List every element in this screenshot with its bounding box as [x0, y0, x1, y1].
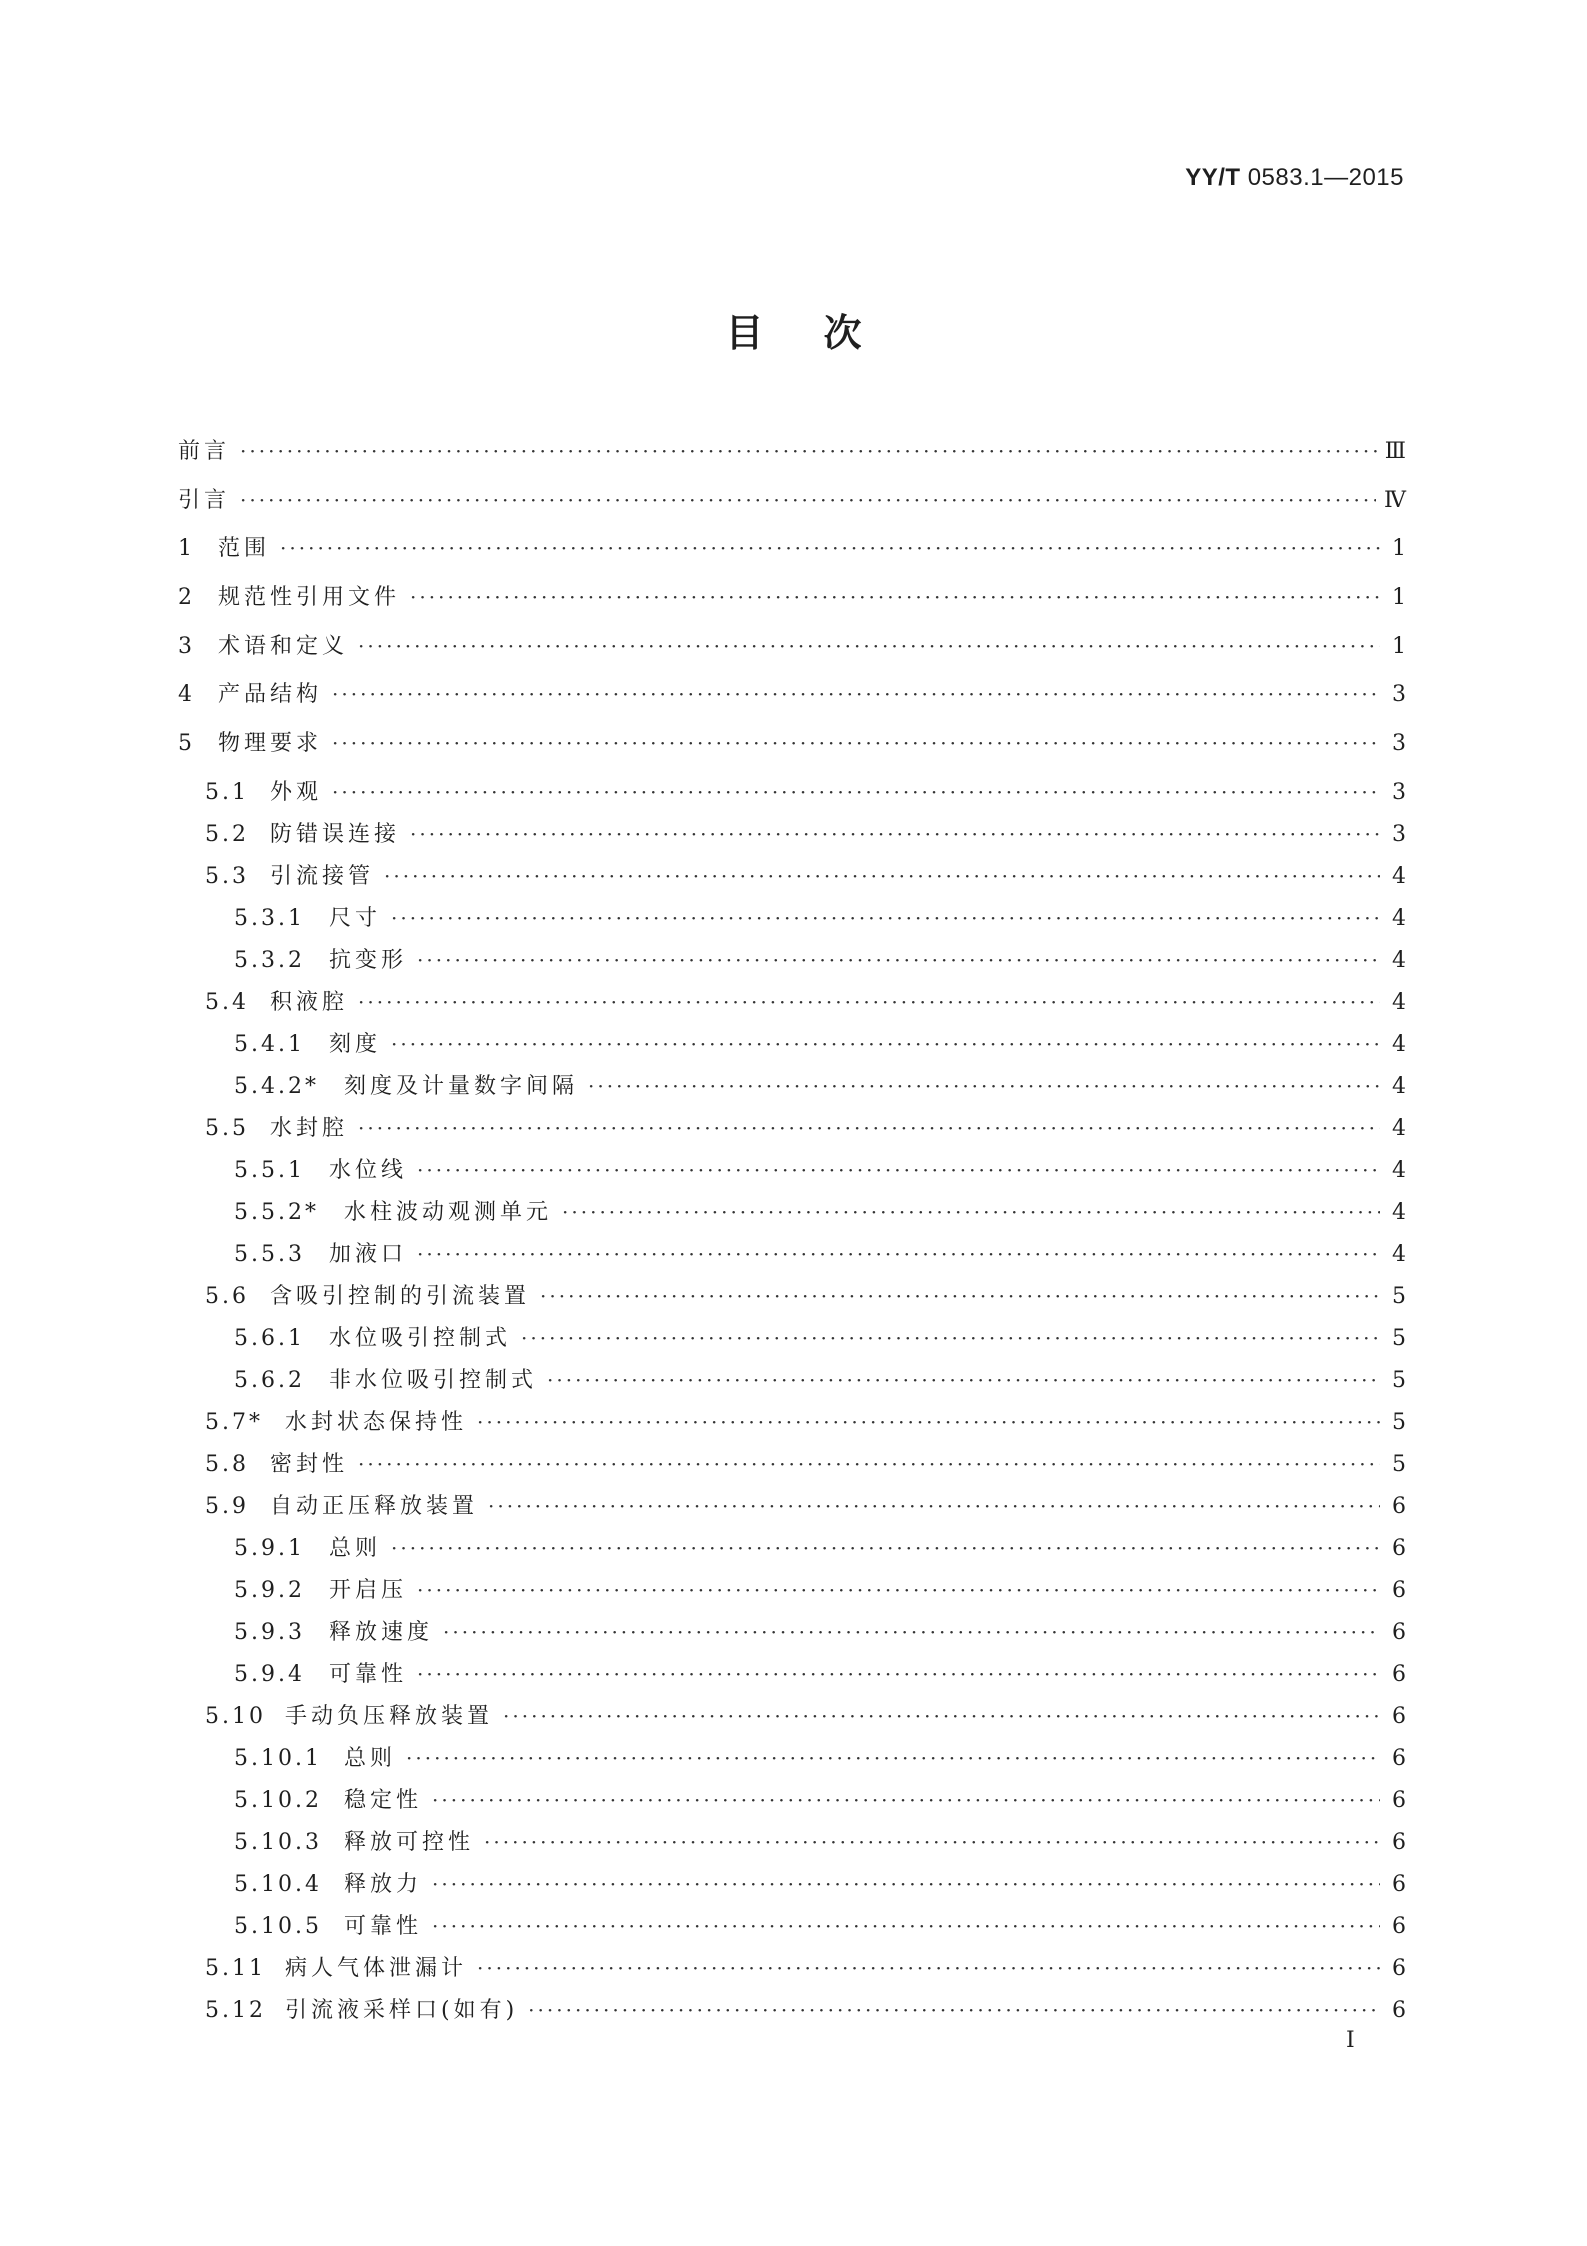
toc-dot-leader — [477, 1956, 1380, 1980]
toc-entry[interactable] — [178, 1615, 1406, 1657]
toc-entry[interactable] — [178, 629, 1406, 678]
toc-entry[interactable] — [178, 1027, 1406, 1069]
toc-dot-leader — [417, 948, 1380, 972]
toc-dot-leader — [410, 822, 1380, 846]
toc-entry-number: 5.9.2 — [234, 1577, 305, 1603]
toc-dot-leader — [477, 1410, 1380, 1434]
toc-entry[interactable] — [178, 1111, 1406, 1153]
toc-entry-number: 5.10.5 — [234, 1913, 322, 1939]
toc-entry-page: 3 — [1392, 779, 1406, 805]
toc-entry-page: 1 — [1392, 633, 1406, 659]
toc-entry-number: 5.4.1 — [234, 1031, 305, 1057]
toc-entry[interactable] — [178, 677, 1406, 726]
toc-entry-number: 5.10.3 — [234, 1829, 322, 1855]
toc-entry-number: 5.3.2 — [234, 947, 305, 973]
toc-entry-number: 5.5 — [205, 1115, 249, 1141]
page-number: I — [1346, 2028, 1355, 2053]
toc-entry-number: 5.9 — [205, 1493, 249, 1519]
toc-entry[interactable] — [178, 1405, 1406, 1447]
toc-entry-page: 6 — [1392, 1787, 1406, 1813]
toc-entry-page: 6 — [1392, 1703, 1406, 1729]
toc-entry-title: 稳定性 — [344, 1787, 423, 1813]
toc-entry-number: 5.2 — [205, 821, 249, 847]
toc-entry-title: 非水位吸引控制式 — [329, 1367, 538, 1393]
toc-entry-title: 引流接管 — [270, 863, 375, 889]
toc-entry-page: 5 — [1392, 1325, 1406, 1351]
toc-entry-page: 4 — [1392, 1073, 1406, 1099]
toc-dot-leader — [588, 1074, 1380, 1098]
toc-entry[interactable] — [178, 434, 1406, 483]
toc-entry-number: 5 — [178, 731, 195, 757]
toc-entry-title: 防错误连接 — [270, 821, 401, 847]
toc-entry[interactable] — [178, 1237, 1406, 1279]
toc-entry-number: 5.7* — [205, 1409, 263, 1435]
toc-entry[interactable] — [178, 1741, 1406, 1783]
toc-entry-number: 1 — [178, 536, 195, 562]
toc-entry-number: 5.1 — [205, 779, 249, 805]
toc-entry[interactable] — [178, 1993, 1406, 2035]
toc-entry-title: 前言 — [178, 439, 231, 464]
toc-entry-page: 5 — [1392, 1451, 1406, 1477]
toc-entry-title: 含吸引控制的引流装置 — [270, 1283, 531, 1309]
toc-entry-title: 范围 — [218, 536, 271, 562]
toc-entry-page: 3 — [1392, 731, 1406, 757]
toc-entry-title: 积液腔 — [270, 989, 349, 1015]
toc-entry-title: 引流液采样口(如有) — [285, 1997, 519, 2023]
toc-dot-leader — [391, 1032, 1380, 1056]
toc-entry[interactable] — [178, 531, 1406, 580]
toc-entry-title: 释放速度 — [329, 1619, 434, 1645]
toc-entry-number: 5.9.1 — [234, 1535, 305, 1561]
toc-entry-number: 5.5.2* — [234, 1199, 319, 1225]
toc-entry-number: 5.3.1 — [234, 905, 305, 931]
toc-entry-page: Ⅲ — [1384, 439, 1406, 464]
toc-entry[interactable] — [178, 1825, 1406, 1867]
toc-entry-page: 5 — [1392, 1367, 1406, 1393]
toc-entry-page: 6 — [1392, 1535, 1406, 1561]
toc-entry[interactable] — [178, 1531, 1406, 1573]
toc-entry[interactable] — [178, 726, 1406, 775]
toc-entry-title: 开启压 — [329, 1577, 408, 1603]
toc-entry[interactable] — [178, 1573, 1406, 1615]
toc-entry[interactable] — [178, 1279, 1406, 1321]
toc-entry-number: 5.12 — [205, 1997, 266, 2023]
toc-entry-page: 4 — [1392, 1199, 1406, 1225]
toc-entry[interactable] — [178, 1447, 1406, 1489]
toc-entry[interactable] — [178, 1783, 1406, 1825]
toc-entry-number: 4 — [178, 682, 195, 708]
toc-dot-leader — [391, 906, 1380, 930]
toc-entry-title: 产品结构 — [218, 682, 323, 708]
toc-entry-number: 5.6 — [205, 1283, 249, 1309]
toc-entry-title: 水位线 — [329, 1157, 408, 1183]
toc-dot-leader — [417, 1158, 1380, 1182]
toc-entry-title: 加液口 — [329, 1241, 408, 1267]
toc-entry[interactable] — [178, 985, 1406, 1027]
table-of-contents — [178, 434, 1406, 2035]
toc-entry-number: 5.10.2 — [234, 1787, 322, 1813]
toc-dot-leader — [443, 1620, 1380, 1644]
toc-dot-leader — [540, 1284, 1380, 1308]
toc-entry-page: 4 — [1392, 947, 1406, 973]
toc-entry-page: 6 — [1392, 1871, 1406, 1897]
toc-entry-title: 抗变形 — [329, 947, 408, 973]
toc-dot-leader — [240, 488, 1376, 512]
toc-entry-number: 5.9.3 — [234, 1619, 305, 1645]
toc-entry[interactable] — [178, 1867, 1406, 1909]
toc-dot-leader — [417, 1242, 1380, 1266]
toc-entry-title: 自动正压释放装置 — [270, 1493, 479, 1519]
toc-entry-title: 规范性引用文件 — [218, 585, 401, 611]
toc-dot-leader — [410, 585, 1380, 609]
toc-entry-page: 3 — [1392, 682, 1406, 708]
toc-entry-title: 手动负压释放装置 — [285, 1703, 494, 1729]
toc-entry-page: 4 — [1392, 989, 1406, 1015]
toc-entry[interactable] — [178, 817, 1406, 859]
toc-entry-page: 6 — [1392, 1997, 1406, 2023]
toc-dot-leader — [406, 1746, 1380, 1770]
toc-entry-number: 5.5.3 — [234, 1241, 305, 1267]
toc-entry-number: 5.10.1 — [234, 1745, 322, 1771]
toc-entry[interactable] — [178, 1951, 1406, 1993]
toc-entry-page: 3 — [1392, 821, 1406, 847]
toc-entry-page: 5 — [1392, 1283, 1406, 1309]
toc-entry-title: 尺寸 — [329, 905, 382, 931]
toc-entry-page: 6 — [1392, 1955, 1406, 1981]
toc-entry-title: 水位吸引控制式 — [329, 1325, 512, 1351]
toc-dot-leader — [547, 1368, 1380, 1392]
toc-dot-leader — [484, 1830, 1380, 1854]
toc-dot-leader — [358, 634, 1380, 658]
toc-entry[interactable] — [178, 1195, 1406, 1237]
toc-entry[interactable] — [178, 859, 1406, 901]
toc-entry-title: 水封状态保持性 — [285, 1409, 468, 1435]
toc-entry-number: 3 — [178, 633, 195, 659]
toc-entry-title: 外观 — [270, 779, 323, 805]
toc-entry-title: 总则 — [344, 1745, 397, 1771]
toc-dot-leader — [240, 439, 1377, 463]
toc-entry-page: 4 — [1392, 863, 1406, 889]
toc-entry-title: 水封腔 — [270, 1115, 349, 1141]
toc-entry-title: 物理要求 — [218, 731, 323, 757]
toc-entry-number: 5.8 — [205, 1451, 249, 1477]
toc-entry-title: 释放可控性 — [344, 1829, 475, 1855]
toc-entry-page: 6 — [1392, 1577, 1406, 1603]
toc-dot-leader — [332, 682, 1380, 706]
toc-dot-leader — [417, 1662, 1380, 1686]
toc-entry-page: Ⅳ — [1384, 487, 1406, 513]
toc-entry-title: 水柱波动观测单元 — [344, 1199, 553, 1225]
toc-entry-number: 5.3 — [205, 863, 249, 889]
toc-heading: 目次 — [725, 311, 922, 355]
toc-dot-leader — [358, 1452, 1380, 1476]
toc-entry-page: 4 — [1392, 1157, 1406, 1183]
toc-entry-page: 1 — [1392, 536, 1406, 562]
toc-entry-number: 5.6.2 — [234, 1367, 305, 1393]
toc-entry-page: 6 — [1392, 1745, 1406, 1771]
toc-entry-title: 引言 — [178, 487, 231, 513]
toc-dot-leader — [384, 864, 1380, 888]
toc-dot-leader — [488, 1494, 1380, 1518]
toc-dot-leader — [417, 1578, 1380, 1602]
toc-dot-leader — [432, 1872, 1380, 1896]
toc-entry-page: 6 — [1392, 1913, 1406, 1939]
toc-entry-page: 6 — [1392, 1619, 1406, 1645]
toc-dot-leader — [562, 1200, 1380, 1224]
toc-dot-leader — [432, 1914, 1380, 1938]
toc-entry[interactable] — [178, 1321, 1406, 1363]
toc-dot-leader — [358, 990, 1380, 1014]
toc-entry-page: 4 — [1392, 1115, 1406, 1141]
toc-dot-leader — [432, 1788, 1380, 1812]
toc-entry[interactable] — [178, 1069, 1406, 1111]
toc-entry-number: 5.5.1 — [234, 1157, 305, 1183]
toc-entry-title: 术语和定义 — [218, 633, 349, 659]
standard-code — [1185, 164, 1404, 192]
toc-entry-page: 6 — [1392, 1493, 1406, 1519]
toc-entry[interactable] — [178, 1363, 1406, 1405]
toc-entry-page: 5 — [1392, 1409, 1406, 1435]
toc-entry-title: 刻度 — [329, 1031, 382, 1057]
toc-entry-page: 4 — [1392, 1241, 1406, 1267]
toc-entry[interactable] — [178, 483, 1406, 532]
toc-entry[interactable] — [178, 1909, 1406, 1951]
toc-entry[interactable] — [178, 1657, 1406, 1699]
toc-entry[interactable] — [178, 1489, 1406, 1531]
toc-entry-page: 4 — [1392, 905, 1406, 931]
toc-entry-title: 总则 — [329, 1535, 382, 1561]
standard-code-number: 0583.1—2015 — [1247, 164, 1404, 191]
toc-dot-leader — [332, 780, 1380, 804]
toc-entry-title: 刻度及计量数字间隔 — [344, 1073, 579, 1099]
toc-entry[interactable] — [178, 1153, 1406, 1195]
toc-entry-page: 6 — [1392, 1829, 1406, 1855]
toc-entry-number: 5.4 — [205, 989, 249, 1015]
toc-dot-leader — [503, 1704, 1380, 1728]
toc-entry[interactable] — [178, 943, 1406, 985]
toc-entry-page: 4 — [1392, 1031, 1406, 1057]
toc-dot-leader — [521, 1326, 1380, 1350]
toc-entry-title: 可靠性 — [329, 1661, 408, 1687]
toc-dot-leader — [391, 1536, 1380, 1560]
toc-entry-number: 5.9.4 — [234, 1661, 305, 1687]
toc-entry[interactable] — [178, 1699, 1406, 1741]
toc-entry-number: 5.4.2* — [234, 1073, 319, 1099]
toc-entry-number: 5.10.4 — [234, 1871, 322, 1897]
toc-dot-leader — [280, 536, 1380, 560]
toc-entry-title: 密封性 — [270, 1451, 349, 1477]
toc-entry-title: 释放力 — [344, 1871, 423, 1897]
toc-dot-leader — [358, 1116, 1380, 1140]
toc-entry[interactable] — [178, 580, 1406, 629]
toc-entry-number: 2 — [178, 585, 195, 611]
toc-entry-title: 可靠性 — [344, 1913, 423, 1939]
toc-entry-page: 6 — [1392, 1661, 1406, 1687]
toc-entry-title: 病人气体泄漏计 — [285, 1955, 468, 1981]
toc-entry-page: 1 — [1392, 585, 1406, 611]
toc-dot-leader — [332, 731, 1380, 755]
toc-entry[interactable] — [178, 901, 1406, 943]
toc-entry-number: 5.10 — [205, 1703, 266, 1729]
toc-entry-number: 5.6.1 — [234, 1325, 305, 1351]
standard-code-prefix: YY/T — [1185, 164, 1241, 191]
toc-dot-leader — [528, 1998, 1380, 2022]
toc-entry-number: 5.11 — [205, 1955, 266, 1981]
toc-entry[interactable] — [178, 775, 1406, 817]
